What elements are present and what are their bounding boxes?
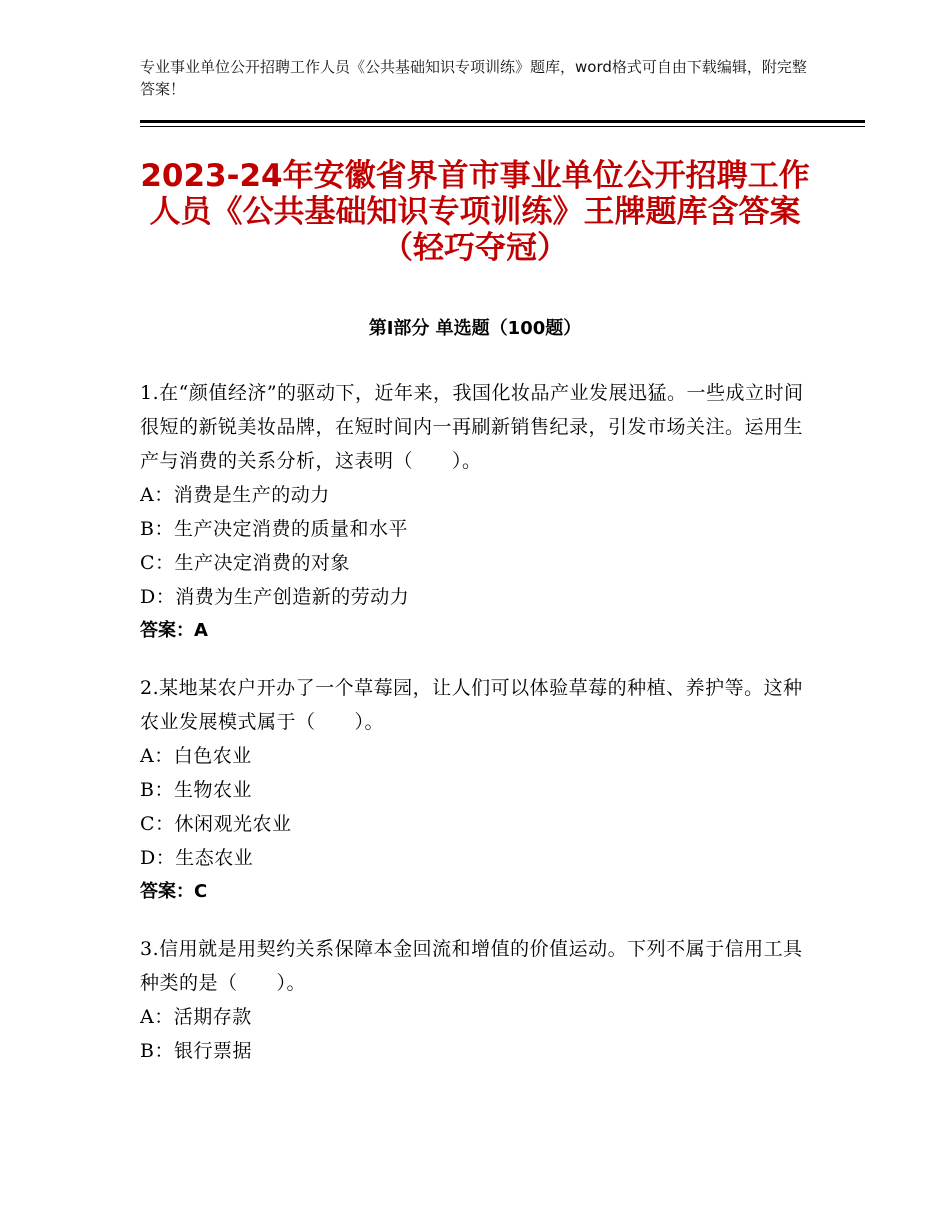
question-2 — [140, 671, 810, 909]
option-a: A：消费是生产的动力 — [140, 484, 330, 506]
question-stem: 1.在“颜值经济”的驱动下，近年来，我国化妆品产业发展迅猛。一些成立时间很短的新锐美妆品牌，在短时间内一再刷新销售纪录，引发市场关注。运用生产与消费的关系分析，这表明（ ）。 — [140, 382, 804, 472]
option-d: D：消费为生产创造新的劳动力 — [140, 586, 410, 608]
option-d: D：生态农业 — [140, 847, 254, 869]
question-1 — [140, 376, 810, 648]
header-rule-thick — [140, 120, 865, 123]
option-c: C：生产决定消费的对象 — [140, 552, 351, 574]
question-list — [140, 376, 810, 1091]
option-b: B：银行票据 — [140, 1040, 252, 1062]
option-b: B：生物农业 — [140, 779, 252, 801]
question-3 — [140, 932, 810, 1068]
option-c: C：休闲观光农业 — [140, 813, 292, 835]
header-rule-thin — [140, 126, 865, 127]
question-stem: 2.某地某农户开办了一个草莓园，让人们可以体验草莓的种植、养护等。这种农业发展模式属于（ ）。 — [140, 677, 803, 733]
document-title: 2023-24年安徽省界首市事业单位公开招聘工作人员《公共基础知识专项训练》王牌题库含答案（轻巧夺冠） — [140, 158, 810, 266]
option-b: B：生产决定消费的质量和水平 — [140, 518, 408, 540]
answer: 答案：C — [140, 881, 208, 902]
question-stem: 3.信用就是用契约关系保障本金回流和增值的价值运动。下列不属于信用工具种类的是（ ）。 — [140, 938, 803, 994]
option-a: A：活期存款 — [140, 1006, 252, 1028]
section-heading: 第Ⅰ部分 单选题（100题） — [368, 318, 582, 339]
header-note: 专业事业单位公开招聘工作人员《公共基础知识专项训练》题库，word格式可自由下载编辑，附完整答案！ — [140, 58, 807, 98]
answer: 答案：A — [140, 620, 208, 641]
option-a: A：白色农业 — [140, 745, 252, 767]
